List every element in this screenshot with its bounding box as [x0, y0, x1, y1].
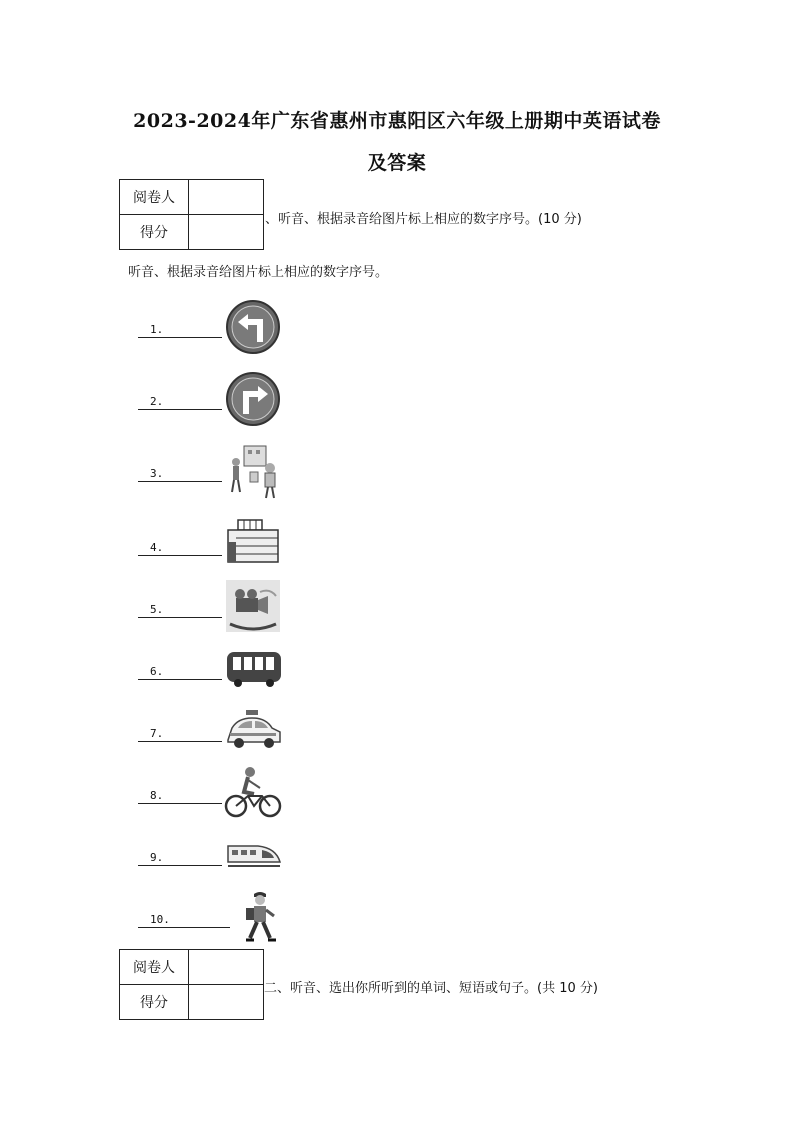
section2-heading: 二、听音、选出你所听到的单词、短语或句子。(共 10 分) — [264, 981, 598, 996]
list-item — [138, 826, 438, 884]
answer-blank[interactable] — [138, 481, 222, 482]
bus-icon — [224, 640, 282, 698]
score-table-1 — [119, 179, 264, 250]
people-shopping-icon — [224, 442, 282, 500]
item-number: 3. — [150, 467, 164, 480]
train-icon — [224, 826, 282, 884]
item-number: 1. — [150, 323, 164, 336]
list-item — [138, 516, 438, 574]
answer-blank[interactable] — [138, 679, 222, 680]
item-number: 4. — [150, 541, 164, 554]
list-item — [138, 578, 438, 636]
answer-blank[interactable] — [138, 337, 222, 338]
section1-heading: 、听音、根据录音给图片标上相应的数字序号。(10 分) — [265, 212, 582, 227]
answer-blank[interactable] — [138, 617, 222, 618]
reviewer-label: 阅卷人 — [120, 180, 189, 215]
item-number: 5. — [150, 603, 164, 616]
page-title-line2: 及答案 — [367, 152, 427, 174]
list-item — [138, 370, 438, 428]
list-item — [138, 442, 438, 500]
taxi-icon — [224, 702, 282, 760]
answer-blank[interactable] — [138, 741, 222, 742]
walking-person-icon — [232, 888, 290, 946]
list-item — [138, 640, 438, 698]
item-number: 6. — [150, 665, 164, 678]
reviewer-cell[interactable] — [189, 950, 264, 985]
item-number: 10. — [150, 913, 170, 926]
reviewer-label: 阅卷人 — [120, 950, 189, 985]
answer-blank[interactable] — [138, 555, 222, 556]
building-icon — [224, 516, 282, 574]
score-table-2 — [119, 949, 264, 1020]
score-cell[interactable] — [189, 215, 264, 250]
item-number: 7. — [150, 727, 164, 740]
page-title: 2023-2024年广东省惠州市惠阳区六年级上册期中英语试卷 — [133, 110, 661, 132]
score-label: 得分 — [120, 215, 189, 250]
answer-blank[interactable] — [138, 927, 230, 928]
turn-left-sign-icon — [224, 298, 282, 356]
item-number: 2. — [150, 395, 164, 408]
list-item — [138, 764, 438, 822]
item-number: 9. — [150, 851, 164, 864]
movie-camera-icon — [224, 578, 282, 636]
answer-blank[interactable] — [138, 803, 222, 804]
item-number: 8. — [150, 789, 164, 802]
reviewer-cell[interactable] — [189, 180, 264, 215]
list-item — [138, 702, 438, 760]
turn-right-sign-icon — [224, 370, 282, 428]
list-item — [138, 298, 438, 356]
answer-blank[interactable] — [138, 409, 222, 410]
section1-instruction: 听音、根据录音给图片标上相应的数字序号。 — [128, 265, 389, 280]
list-item — [138, 888, 438, 946]
score-label: 得分 — [120, 985, 189, 1020]
bicycle-icon — [224, 764, 282, 822]
answer-blank[interactable] — [138, 865, 222, 866]
score-cell[interactable] — [189, 985, 264, 1020]
